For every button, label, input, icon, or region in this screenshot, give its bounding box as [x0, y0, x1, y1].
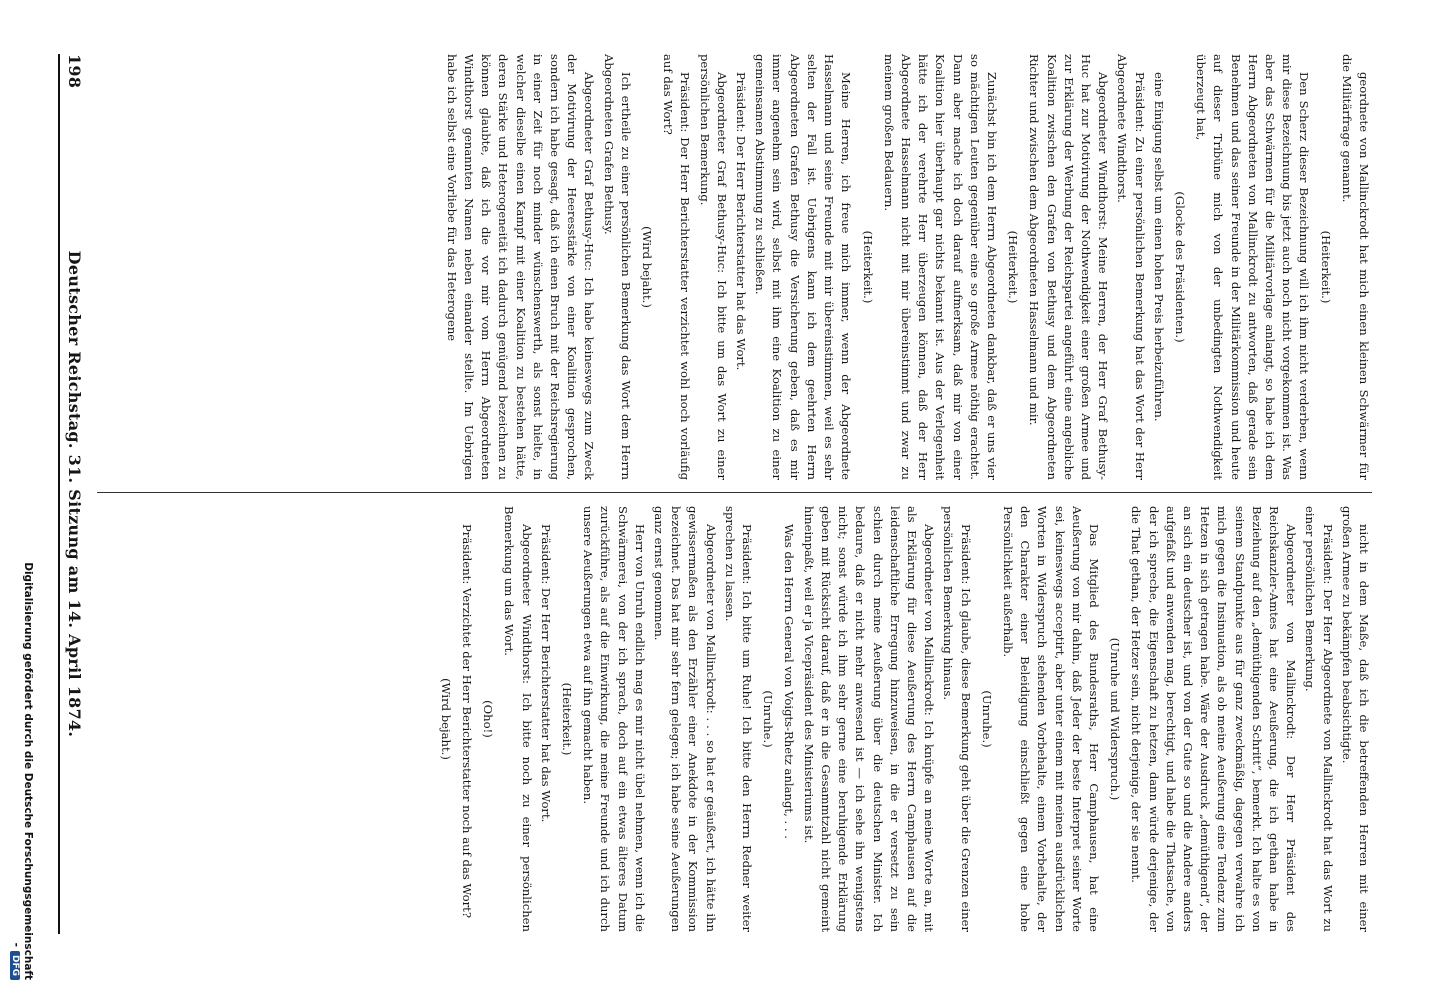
paragraph: Was den Herrn General von Voigts-Rhetz anlangt, . . . — [782, 524, 797, 839]
dfg-logo: DFG — [10, 951, 20, 980]
stage-direction: (Heiterkeit.) — [560, 682, 575, 756]
stage-direction: (Unruhe.) — [979, 690, 994, 748]
paragraph: eine Einigung selbst um einen hohen Preis herbeizuführen. — [1151, 72, 1166, 422]
paragraph: Zunächst bin ich dem Herrn Abgeordneten dankbar, daß er uns vier so mächtigen Leuten gegenüber eine so große Armee nöthig erachtet. Dann aber mache ich doch darauf aufmerksam, daß mir von einer Koalition hier überhaupt gar nichts bekannt ist. Aus der Verlegenheit hätte ich der verehrte Herr überzeugen können, daß der Herr Abgeordnete Hasselmann nicht mit mir übereinstimmt und zwar zu meinem großen Bedauern. — [881, 54, 999, 480]
stage-direction: (Heiterkeit.) — [1006, 230, 1021, 304]
paragraph: Abgeordneter Graf Bethusy-Huc: Ich bitte um das Wort zu einer persönlichen Bemerkung. — [697, 54, 729, 480]
stage-direction: (Oho!) — [481, 700, 496, 738]
right-column — [100, 506, 1372, 932]
digitization-credit — [10, 560, 34, 980]
paragraph: Das Mitglied des Bundesraths, Herr Camphausen, hat eine Aeußerung von mir dahin, daß Jeder der beste Interpret seiner Worte sei, keineswegs acceptirt, aber unter einem mit meinen ausdrücklichen Worten in Widerspruch stehenden Vorbehalte, einem Vorbehalte, der den Charakter einer Beleidigung einschließt gegen eine hohe Persönlichkeit außerhalb. — [1000, 506, 1101, 932]
stage-direction: (Glocke des Präsidenten.) — [1172, 191, 1187, 343]
paragraph: Abgeordneter von Mallinckrodt: Der Herr Präsident des Reichskanzler-Amtes hat eine Aeußerung, die ich gethan habe in Beziehung auf den „demüthigenden Schritt“, bemerkt. Ich halte es von seinem Standpunkte aus für ganz zweckmäßig, dagegen verwahre ich mich gegen die Insinuation, als ob meine Aeußerung eine Tendenz zum Hetzen in sich getragen habe. Wäre der Ausdruck „demüthigend“, der an sich ein deutscher ist, und von der Gute so und die Andere anders aufgefaßt und anwenden mag, berechtigt, und habe die Thatsache, von der ich spreche, die Eigenschaft zu hetzen, dann würde derjenige, der die That gethan, der Hetzer sein, nicht derjenige, der sie nennt. — [1129, 506, 1299, 932]
paragraph: Abgeordneter von Mallinckrodt: Ich knüpfe an meine Worte an, mit als Erklärung für diese Aeußerung des Herrn Camphausen auf die leidenschaftliche Erregung hinzuweisen, in die er versetzt zu sein schien durch meine Aeußerung über die deutschen Minister. Ich bedaure, daß er nicht mehr anwesend ist — ich sehe ihn wenigstens nicht; sonst würde ich ihm sehr gerne eine beruhigende Erklärung geben mit Rücksicht darauf, daß er in die Gesammtzahl nicht gemeint hineinpaßt, weil er ja Vicepräsident des Ministeriums ist. — [801, 506, 937, 932]
paragraph: Abgeordneter von Mallinckrodt: . . . so hat er geäußert, ich hätte ihn gewissermaßen als den Erzähler einer Anekdote in der Kommission bezeichnet. Das hat mir sehr fern gelegen; ich habe seine Aeußerungen ganz ernst genommen. — [652, 506, 718, 932]
paragraph: Präsident: Zu einer persönlichen Bemerkung hat das Wort der Herr Abgeordnete Windthorst. — [1115, 54, 1147, 480]
paragraph: Präsident: Verzichtet der Herr Berichterstatter noch auf das Wort? — [460, 524, 475, 919]
paragraph: geordnete von Mallinckrodt hat mich einen kleinen Schwärmer für die Militärfrage genannt. — [1339, 54, 1371, 480]
running-title: Deutscher Reichstag. 31. Sitzung am 14. April 1874. — [65, 250, 84, 738]
paragraph: nicht in dem Maße, daß ich die betreffenden Herren mit einer großen Armee zu bekämpfen beabsichtigte. — [1339, 506, 1371, 932]
stage-direction: (Heiterkeit.) — [1318, 230, 1333, 304]
paragraph: Präsident: Der Herr Abgeordnete von Mallinckrodt hat das Wort zu einer persönlichen Bemerkung. — [1303, 506, 1335, 932]
paragraph: Präsident: Ich bitte um Ruhe! Ich bitte den Herrn Redner weiter sprechen zu lassen. — [722, 506, 755, 932]
header-rule — [58, 54, 60, 934]
page-header — [58, 54, 92, 934]
column-divider — [97, 492, 1372, 493]
left-column — [100, 54, 1372, 480]
paragraph: Präsident: Der Herr Berichterstatter verzichtet wohl noch vorläufig auf das Wort? — [661, 54, 693, 480]
stage-direction: (Wird bejaht.) — [640, 226, 655, 308]
credit-text: Digitalisierung gefördert durch die Deutsche Forschungsgemeinschaft - — [10, 562, 34, 980]
paragraph: Präsident: Der Herr Berichterstatter hat das Wort. — [734, 72, 749, 371]
paragraph: Abgeordneter Windthorst: Ich bitte noch zu einer persönlichen Bemerkung um das Wort. — [502, 506, 534, 932]
paragraph: Präsident: Der Herr Berichterstatter hat das Wort. — [538, 524, 553, 823]
page-number: 198 — [65, 54, 84, 89]
paragraph: Den Scherz dieser Bezeichnung will ich ihm nicht verderben, wenn mir diese Bezeichnung bis jetzt auch noch nicht vorgekommen ist. Was aber das Schwärmen für die Militärvorlage anlangt, so habe ich dem Herrn Abgeordneten von Mallinckrodt zu antworten, daß gerade sein Benehmen und das seiner Freunde in der Militärkommission und heute auf dieser Tribüne mich von der unbedingten Nothwendigkeit überzeugt hat, — [1194, 54, 1312, 480]
paragraph: Ich ertheile zu einer persönlichen Bemerkung das Wort dem Herrn Abgeordneten Grafen Bethusy. — [601, 54, 633, 480]
paragraph: Meine Herren, ich freue mich immer, wenn der Abgeordnete Hasselmann und seine Freunde mit mir übereinstimmen, weil es sehr selten der Fall ist. Uebrigens kann ich dem geehrten Herrn Abgeordneten Grafen Bethusy die Versicherung geben, daß es mir immer angenehm sein wird, selbst mit ihm eine Koalition zu einer gemeinsamen Abstimmung zu schließen. — [753, 54, 854, 480]
stage-direction: (Unruhe.) — [761, 690, 776, 748]
stage-direction: (Heiterkeit.) — [860, 230, 875, 304]
paragraph: Präsident: Ich glaube, diese Bemerkung geht über die Grenzen einer persönlichen Bemerkung hinaus. — [941, 506, 973, 932]
paragraph: Herr von Unruh endlich mag es mir nicht übel nehmen, wenn ich die Schwärmerei, von der ich sprach, doch auf ein etwas älteres Datum zurückführe, als auf die Einwirkung, die meine Freunde und ich durch unsere Aeußerungen etwa auf ihn gemacht haben. — [581, 506, 647, 932]
stage-direction: (Wird bejaht.) — [438, 678, 453, 760]
paragraph: Abgeordneter Graf Bethusy-Huc: Ich habe keineswegs zum Zweck der Motivirung der Heeresstärke von einer Koalition gesprochen, sondern ich habe gesagt, daß ich einen Bruch mit der Reichsregierung in einer Zeit für noch minder wünschenswerth, als sonst hielte, in welcher dieselbe einen Kampf mit einer Koalition zu bestehen hätte, deren Stärke und Heterogeneität ich dadurch genügend bezeichnen zu können glaubte, daß ich die vor mir vom Herrn Abgeordneten Windthorst genannten Namen neben einander stellte. Im Uebrigen habe ich selbst eine Vorliebe für das Heterogene — [444, 54, 597, 480]
stage-direction: (Unruhe und Widerspruch.) — [1108, 637, 1123, 801]
paragraph: Abgeordneter Windthorst: Meine Herren, der Herr Graf Bethusy-Huc hat zur Motivirung der Nothwendigkeit einer großen Armee und zur Erklärung der Werbung der Reichspartei angeführt eine angebliche Koalition zwischen den Grafen von Bethusy und dem Abgeordneten Richter und zwischen dem Abgeordneten Hasselmann und mir. — [1027, 54, 1111, 480]
